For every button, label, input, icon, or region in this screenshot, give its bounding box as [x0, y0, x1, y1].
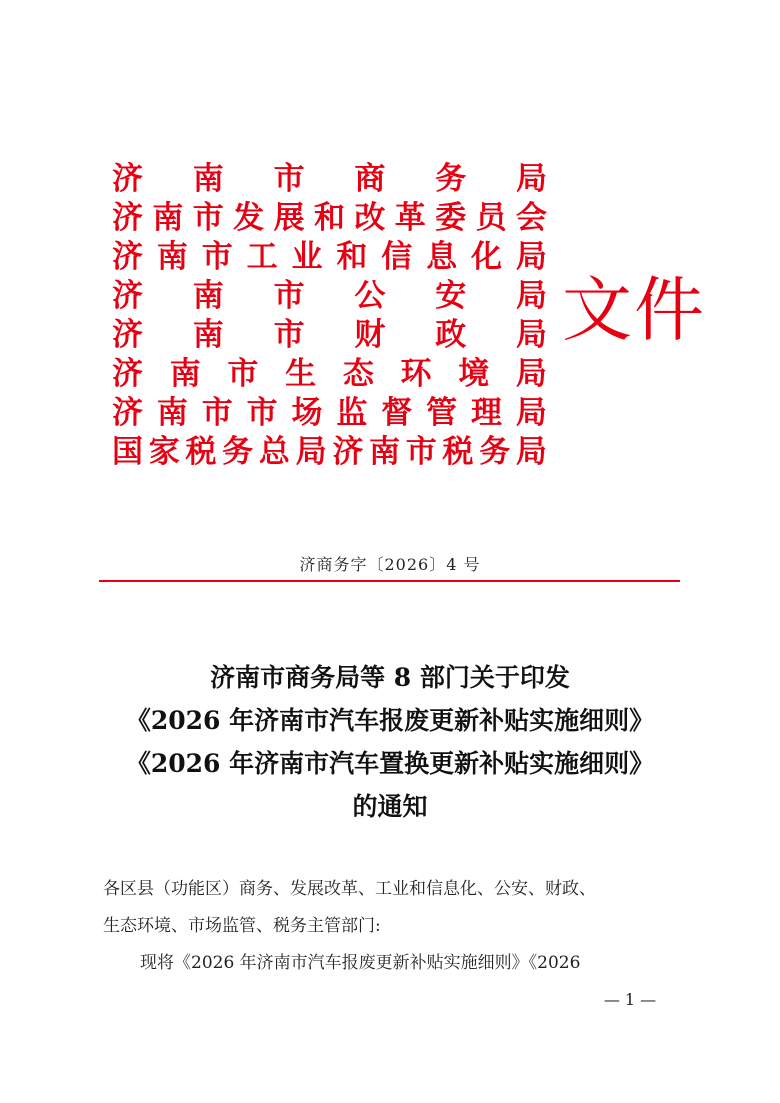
issuer-char: 理 [471, 395, 502, 431]
title-line-2: 《2026 年济南市汽车报废更新补贴实施细则》 [125, 706, 655, 735]
issuer-char: 会 [515, 200, 547, 236]
issuer-char: 改 [354, 200, 386, 236]
title-line-3: 《2026 年济南市汽车置换更新补贴实施细则》 [125, 749, 655, 778]
issuer-char: 境 [458, 356, 490, 392]
issuer-char: 态 [342, 356, 374, 392]
issuer-char: 局 [515, 161, 547, 197]
issuer-char: 南 [192, 317, 224, 353]
issuer-char: 局 [515, 356, 547, 392]
issuer-char: 济 [112, 239, 143, 275]
issuer-char: 局 [515, 317, 547, 353]
issuer-char: 市 [273, 278, 305, 314]
addressee-line-1: 各区县（功能区）商务、发展改革、工业和信息化、公安、财政、 [103, 879, 596, 899]
issuer-char: 务 [222, 434, 254, 470]
issuer-char: 济 [112, 278, 143, 314]
document-body [103, 871, 683, 982]
issuer-char: 济 [112, 395, 143, 431]
issuer-char: 市 [273, 161, 305, 197]
issuer-char: 市 [246, 395, 278, 431]
issuer-char: 市 [405, 434, 437, 470]
issuer-char: 总 [258, 434, 290, 470]
issuer-char: 工 [246, 239, 278, 275]
issuer-char: 济 [112, 356, 143, 392]
body-paragraph: 现将《2026 年济南市汽车报废更新补贴实施细则》《2026 [140, 953, 581, 973]
issuer-char: 化 [471, 239, 502, 275]
issuer-char: 发 [233, 200, 265, 236]
issuer-char: 市 [192, 200, 224, 236]
issuer-char: 和 [336, 239, 368, 275]
issuer-line [112, 394, 547, 433]
issuer-char: 南 [156, 239, 188, 275]
issuer-char: 南 [369, 434, 401, 470]
issuer-char: 市 [273, 317, 305, 353]
issuer-char: 息 [426, 239, 458, 275]
issuer-char: 局 [515, 278, 547, 314]
issuer-char: 税 [185, 434, 217, 470]
issuer-char: 市 [201, 239, 233, 275]
issuer-char: 业 [291, 239, 323, 275]
issuer-char: 局 [295, 434, 327, 470]
document-number: 济商务字〔2026〕4 号 [299, 555, 481, 574]
issuer-line [112, 199, 547, 238]
issuer-char: 生 [285, 356, 317, 392]
issuer-char: 市 [201, 395, 233, 431]
issuer-char: 监 [336, 395, 368, 431]
issuer-char: 管 [426, 395, 458, 431]
issuer-char: 商 [354, 161, 386, 197]
issuer-line [112, 433, 547, 472]
issuer-char: 安 [435, 278, 467, 314]
issuer-char: 局 [515, 239, 547, 275]
addressee-line-2: 生态环境、市场监管、税务主管部门: [103, 916, 381, 936]
red-divider-line [99, 580, 680, 582]
issuer-char: 市 [227, 356, 259, 392]
issuer-char: 革 [394, 200, 426, 236]
issuer-char: 务 [435, 161, 467, 197]
issuer-line [112, 355, 547, 394]
issuer-char: 务 [479, 434, 511, 470]
title-line-4: 的通知 [352, 792, 428, 821]
issuer-char: 员 [475, 200, 507, 236]
issuer-char: 和 [313, 200, 345, 236]
issuer-char: 济 [112, 200, 143, 236]
issuer-char: 督 [381, 395, 413, 431]
issuer-char: 济 [332, 434, 364, 470]
issuing-authorities [112, 160, 547, 472]
issuer-char: 税 [442, 434, 474, 470]
issuer-char: 局 [515, 434, 547, 470]
issuer-char: 委 [435, 200, 467, 236]
issuer-char: 南 [152, 200, 184, 236]
issuer-char: 南 [192, 278, 224, 314]
issuer-char: 信 [381, 239, 413, 275]
issuer-char: 南 [192, 161, 224, 197]
issuer-char: 公 [354, 278, 386, 314]
issuer-char: 南 [169, 356, 201, 392]
issuer-char: 局 [515, 395, 547, 431]
title-line-1: 济南市商务局等 8 部门关于印发 [210, 663, 570, 692]
document-label: 文件 [562, 269, 706, 351]
issuer-char: 财 [354, 317, 386, 353]
issuer-line [112, 238, 547, 277]
document-title [60, 656, 720, 828]
issuer-char: 场 [291, 395, 323, 431]
issuer-char: 家 [148, 434, 180, 470]
issuer-char: 济 [112, 161, 143, 197]
issuer-char: 南 [156, 395, 188, 431]
issuer-line [112, 316, 547, 355]
issuer-char: 济 [112, 317, 143, 353]
issuer-char: 环 [400, 356, 432, 392]
issuer-line [112, 160, 547, 199]
issuer-char: 展 [273, 200, 305, 236]
issuer-char: 国 [112, 434, 143, 470]
page-number: — 1 — [603, 990, 657, 1009]
issuer-char: 政 [435, 317, 467, 353]
issuer-line [112, 277, 547, 316]
